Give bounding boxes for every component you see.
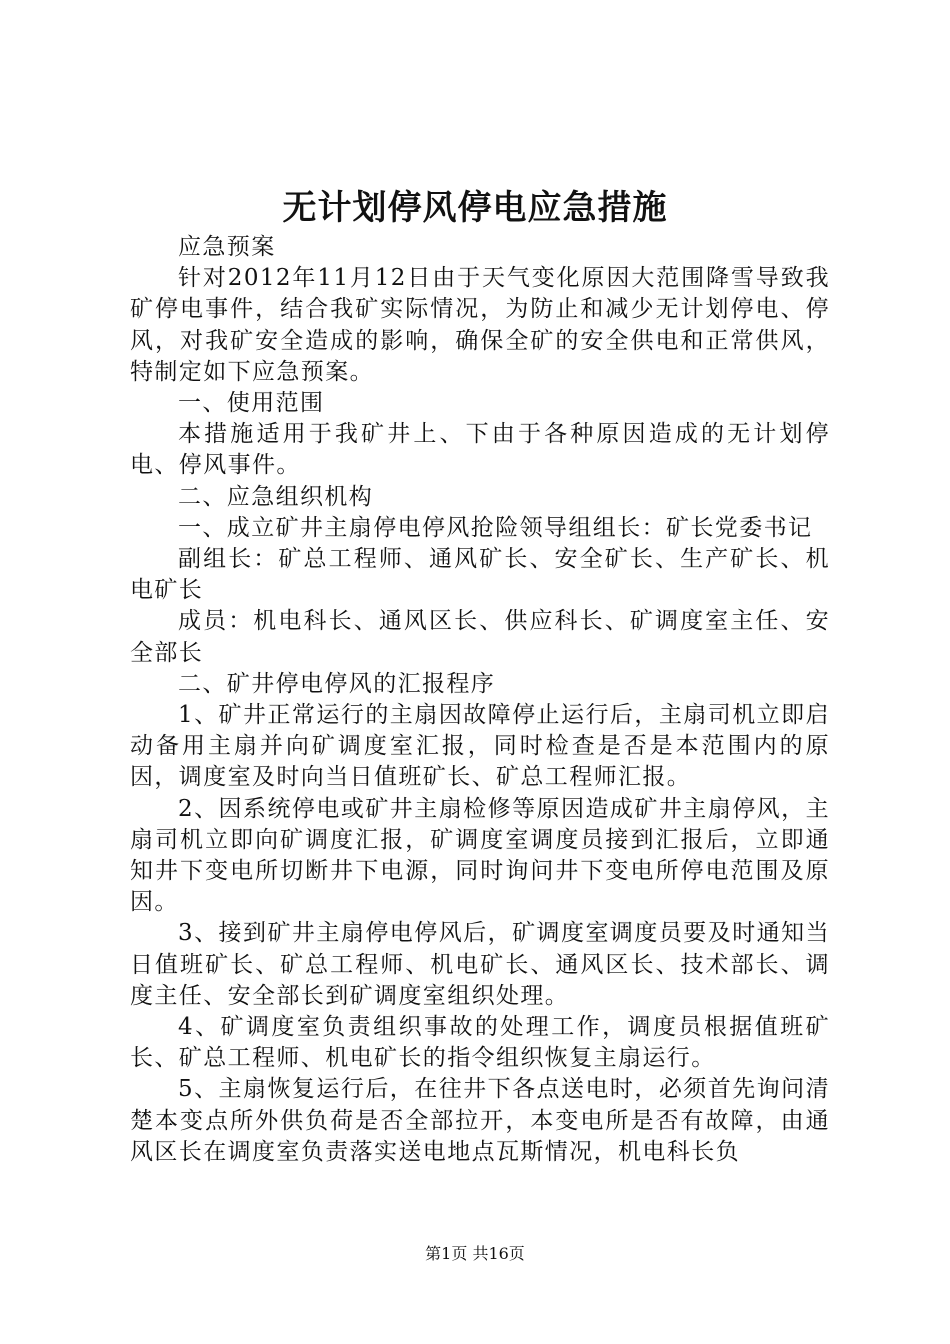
paragraph-leader: 一、成立矿井主扇停电停风抢险领导组组长：矿长党委书记 <box>178 514 813 541</box>
heading-reporting-procedure: 二、矿井停电停风的汇报程序 <box>178 670 496 697</box>
paragraph-step-4: 4、矿调度室负责组织事故的处理工作，调度员根据值班矿长、矿总工程师、机电矿长的指令组织恢复主扇运行。 <box>130 1014 830 1072</box>
paragraph-members: 成员：机电科长、通风区长、供应科长、矿调度室主任、安全部长 <box>130 608 830 666</box>
paragraph-scope: 本措施适用于我矿井上、下由于各种原因造成的无计划停电、停风事件。 <box>130 421 830 479</box>
paragraph-step-3: 3、接到矿井主扇停电停风后，矿调度室调度员要及时通知当日值班矿长、矿总工程师、机电矿长、通风区长、技术部长、调度主任、安全部长到矿调度室组织处理。 <box>130 920 830 1009</box>
paragraph-introduction: 针对2012年11月12日由于天气变化原因大范围降雪导致我矿停电事件，结合我矿实际情况，为防止和减少无计划停电、停风，对我矿安全造成的影响，确保全矿的安全供电和正常供风，特制定如下应急预案。 <box>130 265 830 385</box>
page-number-footer: 第1页 共16页 <box>425 1244 525 1263</box>
heading-organization: 二、应急组织机构 <box>178 483 374 510</box>
document-title: 无计划停风停电应急措施 <box>282 188 668 228</box>
document-body <box>130 232 830 1168</box>
paragraph-deputy-leader: 副组长：矿总工程师、通风矿长、安全矿长、生产矿长、机电矿长 <box>130 546 830 604</box>
paragraph-step-5: 5、主扇恢复运行后，在往井下各点送电时，必须首先询问清楚本变点所外供负荷是否全部拉开，本变电所是否有故障，由通风区长在调度室负责落实送电地点瓦斯情况，机电科长负 <box>130 1076 830 1165</box>
paragraph-step-2: 2、因系统停电或矿井主扇检修等原因造成矿井主扇停风，主扇司机立即向矿调度汇报，矿调度室调度员接到汇报后，立即通知井下变电所切断井下电源，同时询问井下变电所停电范围及原因。 <box>130 795 830 916</box>
paragraph-step-1: 1、矿井正常运行的主扇因故障停止运行后，主扇司机立即启动备用主扇并向矿调度室汇报，同时检查是否是本范围内的原因，调度室及时向当日值班矿长、矿总工程师汇报。 <box>130 702 830 791</box>
paragraph-emergency-plan-label: 应急预案 <box>178 234 276 260</box>
heading-scope: 一、使用范围 <box>178 390 325 417</box>
